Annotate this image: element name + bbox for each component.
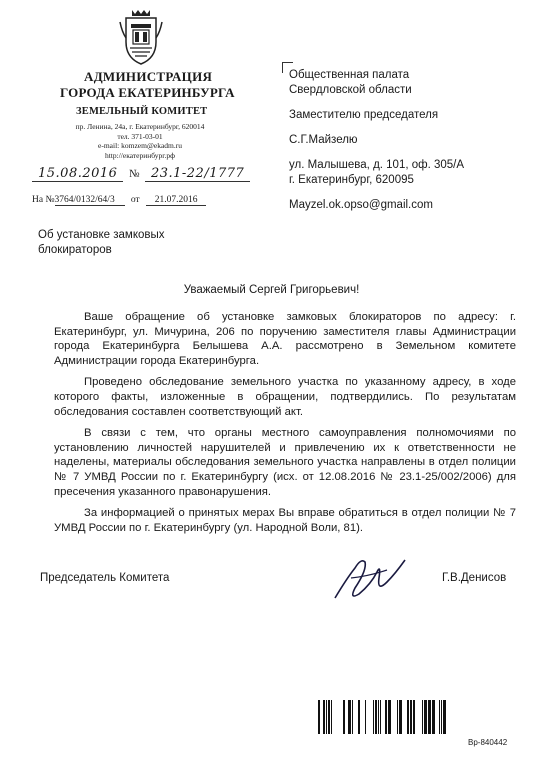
barcode-bar [443, 700, 446, 734]
outgoing-number: 23.1-22/1777 [145, 166, 250, 182]
barcode-bar [380, 700, 381, 734]
barcode-bar [439, 700, 440, 734]
recipient-line2: Свердловской области [289, 84, 412, 96]
org-name-line1: АДМИНИСТРАЦИЯ [84, 69, 213, 84]
barcode-bar [373, 700, 374, 734]
barcode-bar [318, 700, 320, 734]
barcode-bar [413, 700, 415, 734]
recipient-line5: ул. Малышева, д. 101, оф. 305/А [289, 159, 465, 171]
barcode-bar [428, 700, 431, 734]
barcode-bar [422, 700, 423, 734]
outgoing-date: 15.08.2016 [32, 166, 123, 182]
barcode-bar [378, 700, 379, 734]
barcode-bar [410, 700, 412, 734]
barcode-bar [323, 700, 325, 734]
recipient-line1: Общественная палата [289, 69, 410, 81]
barcode-bar [397, 700, 398, 734]
recipient-line3: Заместителю председателя [289, 109, 439, 121]
barcode-bar [326, 700, 327, 734]
subject-line2: блокираторов [38, 244, 112, 256]
phone-line: тел. 371-03-01 [117, 131, 163, 141]
recipient-line6: г. Екатеринбург, 620095 [289, 174, 414, 186]
barcode-bar [358, 700, 360, 734]
barcode-bar [352, 700, 353, 734]
barcode-bar [385, 700, 387, 734]
reference-line [32, 195, 206, 206]
subject-block [38, 228, 165, 258]
address-line: пр. Ленина, 24а, г. Екатеринбург, 620014 [75, 122, 205, 131]
subject-line1: Об установке замковых [38, 229, 165, 241]
org-name-line2: ГОРОДА ЕКАТЕРИНБУРГА [60, 85, 235, 100]
city-coat-of-arms-icon [118, 8, 164, 66]
barcode-bar [328, 700, 330, 734]
barcode-bar [375, 700, 377, 734]
handwritten-signature [325, 548, 415, 608]
barcode-bar [424, 700, 427, 734]
barcode-bar [441, 700, 442, 734]
barcode-icon [318, 700, 448, 734]
barcode-bar [348, 700, 351, 734]
body-paragraph: За информацией о принятых мерах Вы вправе обратиться в отдел полиции № 7 УМВД России по г. Екатеринбургу (ул. Народной Воли, 81). [54, 507, 516, 534]
recipient-email: Mayzel.ok.opso@gmail.com [289, 199, 433, 211]
signatory-position: Председатель Комитета [40, 572, 170, 584]
body-paragraph: В связи с тем, что органы местного самоуправления полномочиями по установлению личностей нарушителей и привлечению их к ответственности не наделены, материалы обследования земельного участка направлены в отдел полиции № 7 УМВД России по г. Екатеринбургу (исх. от 12.08.2016 № 23.1-25/002/2006) для пресечения указанного правонарушения. [54, 427, 516, 498]
reference-date: 21.07.2016 [146, 195, 206, 206]
greeting: Уважаемый Сергей Григорьевич! [183, 284, 360, 296]
reference-number: 3764/0132/64/3 [55, 195, 125, 206]
body-paragraph: Проведено обследование земельного участка по указанному адресу, в ходе которого факты, изложенные в обращении, подтвердились. По результатам обследования составлен соответствующий акт. [54, 376, 516, 418]
reference-from-label: от [130, 195, 140, 205]
document-code: Вр-840442 [468, 738, 508, 747]
committee-name: ЗЕМЕЛЬНЫЙ КОМИТЕТ [76, 106, 208, 117]
outgoing-number-line [32, 166, 250, 181]
website-line: http://екатеринбург.рф [104, 150, 176, 160]
reference-prefix: На № [32, 195, 55, 205]
email-line: e-mail: komzem@ekadm.ru [98, 141, 182, 150]
letterhead-contacts [50, 122, 230, 160]
number-label: № [128, 168, 140, 180]
barcode-bar [365, 700, 366, 734]
body-paragraph: Ваше обращение об установке замковых блокираторов по адресу: г. Екатеринбург, ул. Мичурина, 206 по поручению заместителя главы Администрации города Екатеринбурга Белышева А.А. рассмотрено в Земельном комитете Администрации города Екатеринбурга. [54, 311, 516, 367]
recipient-block [289, 68, 464, 213]
barcode-bar [432, 700, 435, 734]
letter-body [54, 310, 516, 542]
signatory-name: Г.В.Денисов [442, 572, 507, 584]
barcode-bar [388, 700, 391, 734]
barcode-bar [331, 700, 332, 734]
recipient-line4: С.Г.Майзелю [289, 134, 358, 146]
barcode-bar [407, 700, 409, 734]
barcode-bar [399, 700, 402, 734]
barcode-bar [343, 700, 345, 734]
